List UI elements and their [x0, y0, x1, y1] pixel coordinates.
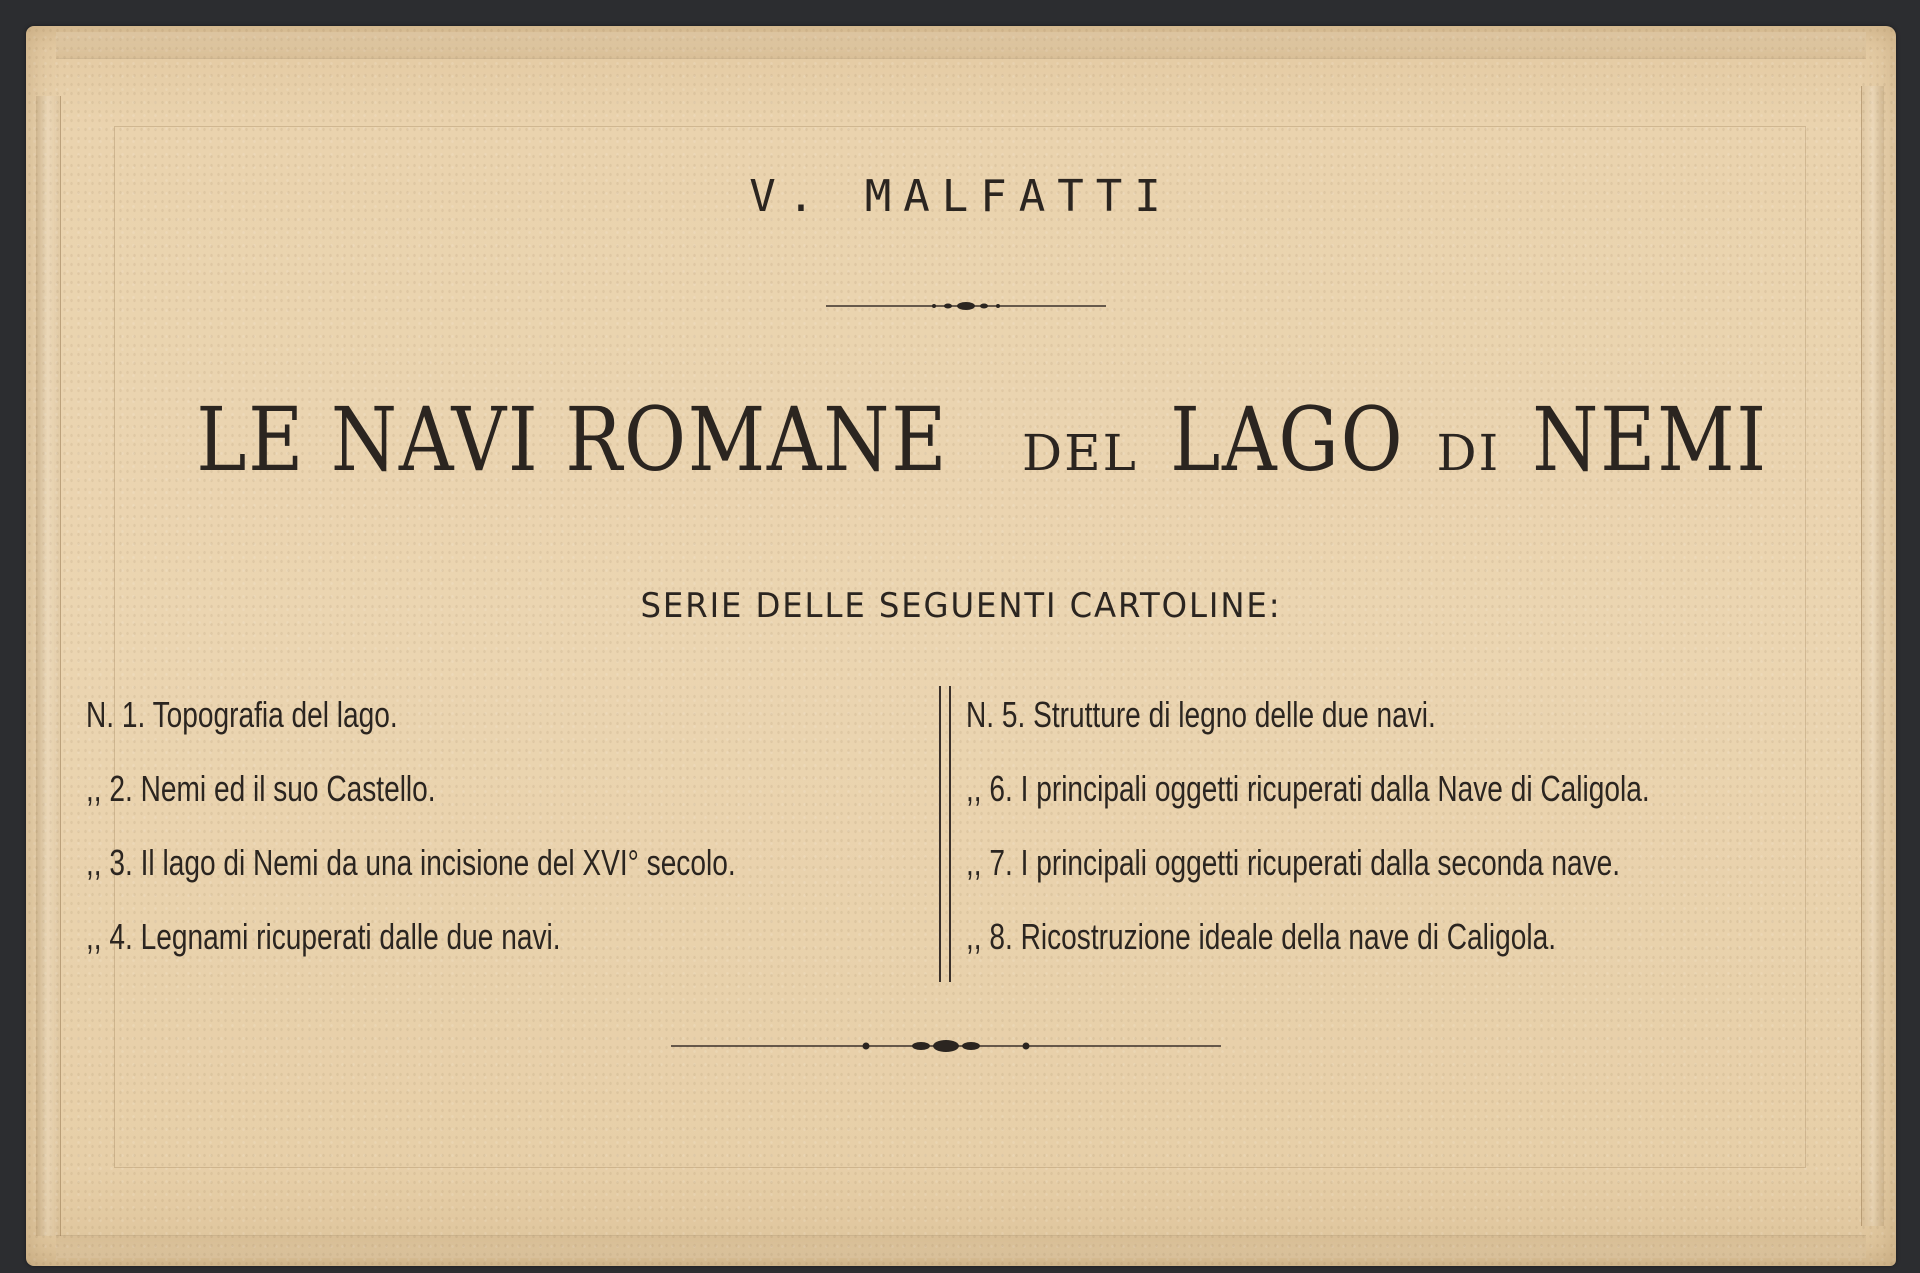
title-part-2: DEL [1022, 424, 1138, 482]
postcard-list-left [86, 694, 919, 990]
series-subtitle: SERIE DELLE SEGUENTI CARTOLINE: [640, 586, 1282, 626]
inner-frame [114, 126, 1806, 1168]
left-fold [36, 96, 61, 1236]
bottom-fold [56, 1235, 1866, 1258]
list-item: ,, 7. I principali oggetti ricuperati dalla seconda nave. [966, 842, 1621, 883]
title-part-4: DI [1436, 424, 1501, 482]
top-fold [56, 32, 1866, 59]
postcard-list-right [966, 694, 1842, 990]
envelope [26, 26, 1896, 1266]
ornament-rule-top [826, 296, 1106, 316]
column-divider [939, 686, 951, 982]
list-item: ,, 3. Il lago di Nemi da una incisione del XVI° secolo. [86, 842, 736, 883]
ornament-rule-bottom [671, 1034, 1221, 1058]
main-title [26, 388, 1896, 491]
list-item: N. 5. Strutture di legno delle due navi. [966, 694, 1436, 735]
list-item: N. 1. Topografia del lago. [86, 694, 398, 735]
right-fold [1861, 86, 1884, 1226]
list-item: ,, 2. Nemi ed il suo Castello. [86, 768, 436, 809]
author-name: V. MALFATTI [749, 171, 1173, 222]
list-item: ,, 4. Legnami ricuperati dalle due navi. [86, 916, 561, 957]
list-item: ,, 8. Ricostruzione ideale della nave di Caligola. [966, 916, 1557, 957]
list-item: ,, 6. I principali oggetti ricuperati dalla Nave di Caligola. [966, 768, 1650, 809]
title-part-5: NEMI [1532, 388, 1769, 491]
title-part-1: LE NAVI ROMANE [195, 388, 948, 491]
title-part-3: LAGO [1169, 388, 1405, 491]
